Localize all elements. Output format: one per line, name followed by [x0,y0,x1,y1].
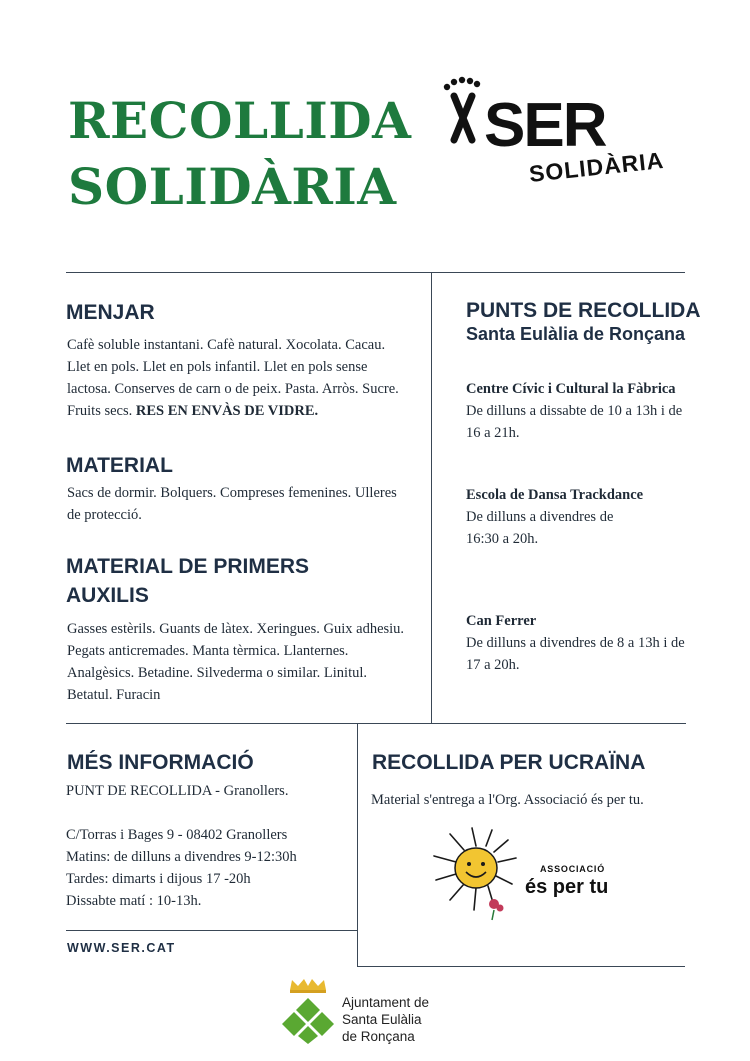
title-line-1: RECOLLIDA [68,91,412,150]
divider-info [66,930,358,931]
municipal-line-1: Ajuntament de [342,995,430,1010]
place-name: Centre Cívic i Cultural la Fàbrica [466,381,676,397]
primers-text: Gasses estèrils. Guants de làtex. Xeringues. Guix adhesiu. Pegats anticremades. Manta tèrmica. Llanternes. Analgèsics. Betadine. Silvederma o similar. Linitul. Betatul. Furacin [67,621,405,703]
associacio-label-big: és per tu [525,876,609,898]
menjar-items: Cafè soluble instantani. Cafè natural. Xocolata. Cacau. Llet en pols. Llet en pols infantil. Llet en pols sense lactosa. Conserves de carn o de peix. Pasta. Arròs. Sucre. Fruits secs. [67,337,399,419]
material-heading: MATERIAL [66,454,173,477]
municipal-crest-icon [282,976,334,1044]
title-line-2: SOLIDÀRIA [68,157,397,216]
primers-heading-line-2: AUXILIS [66,584,149,607]
website-link[interactable]: WWW.SER.CAT [67,941,176,955]
associacio-logo [428,824,628,924]
place-trackdance [466,484,646,550]
divider-vertical-top [431,272,432,724]
punts-subheading: Santa Eulàlia de Ronçana [466,324,686,344]
info-tardes: Tardes: dimarts i dijous 17 -20h [66,871,251,887]
municipal-logo [282,976,462,1046]
menjar-warning: RES EN ENVÀS DE VIDRE. [135,403,319,419]
punts-heading: PUNTS DE RECOLLIDA [466,299,701,322]
ucraina-heading: RECOLLIDA PER UCRAÏNA [372,751,646,774]
info-dissabte: Dissabte matí : 10-13h. [66,893,202,909]
ser-solidaria-logo [440,74,690,189]
associacio-label-small: ASSOCIACIÓ [540,864,606,874]
place-name: Escola de Dansa Trackdance [466,487,644,503]
primers-heading-line-1: MATERIAL DE PRIMERS [66,555,310,578]
info-details [66,824,356,912]
divider-middle [66,723,686,724]
place-can-ferrer [466,610,691,676]
material-text: Sacs de dormir. Bolquers. Compreses femenines. Ulleres de protecció. [67,485,397,523]
svg-text:SOLIDÀRIA: SOLIDÀRIA [527,146,666,187]
ucraina-text: Material s'entrega a l'Org. Associació és per tu. [371,792,644,808]
municipal-line-2: Santa Eulàlia [342,1012,422,1027]
info-matins: Matins: de dilluns a divendres 9-12:30h [66,849,297,865]
place-hours: De dilluns a dissabte de 10 a 13h i de 16 a 21h. [466,403,683,441]
municipal-line-3: de Ronçana [342,1029,415,1044]
place-hours: De dilluns a divendres de 16:30 a 20h. [466,509,614,547]
primers-heading [66,552,309,610]
page-title [68,88,411,220]
info-line1: PUNT DE RECOLLIDA - Granollers. [66,783,289,799]
ser-logo-icon [440,74,690,189]
divider-top [66,272,685,273]
municipal-name [342,994,429,1045]
sun-icon [428,824,528,924]
place-name: Can Ferrer [466,613,537,629]
place-fabrica [466,378,686,444]
divider-bottom [357,966,685,967]
svg-text:SER: SER [484,91,606,160]
menjar-heading: MENJAR [66,301,155,324]
info-address: C/Torras i Bages 9 - 08402 Granollers [66,827,288,843]
menjar-text [67,334,412,422]
info-heading: MÉS INFORMACIÓ [67,751,254,774]
place-hours: De dilluns a divendres de 8 a 13h i de 17 a 20h. [466,635,685,673]
